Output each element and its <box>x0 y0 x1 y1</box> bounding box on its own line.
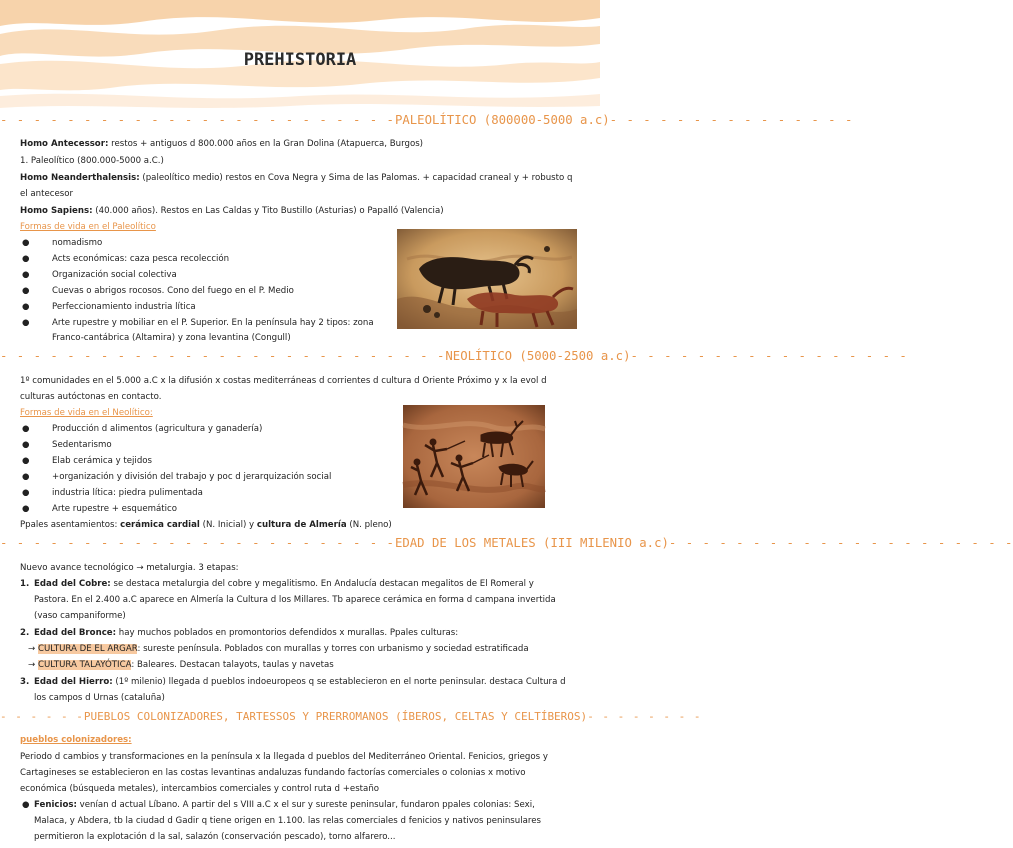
list-sub-item: → CULTURA DE EL ARGAR: sureste península. Poblados con murallas y torres con urbanismo y sociedad estratificada <box>28 644 529 654</box>
bullet-dot: ● <box>22 440 30 450</box>
text-line: Homo Antecessor: restos + antiguos d 800.000 años en la Gran Dolina (Atapuerca, Burgos) <box>20 139 424 149</box>
bullet-dot: ● <box>22 302 30 312</box>
bullet-dot: ● <box>22 254 30 264</box>
list-number: 1. <box>20 579 30 589</box>
text-line: Ppales asentamientos: cerámica cardial (N. Inicial) y cultura de Almería (N. pleno) <box>20 520 392 530</box>
bullet-dot: ● <box>22 424 30 434</box>
list-item: Perfeccionamiento industria lítica <box>52 302 196 312</box>
subheading-neolitico: Formas de vida en el Neolítico: <box>20 408 153 418</box>
list-item: Producción d alimentos (agricultura y ganadería) <box>52 424 263 434</box>
list-item: Edad del Cobre: se destaca metalurgia del cobre y megalitismo. En Andalucía destacan megalitos de El Romeral y <box>34 579 534 589</box>
page-title: PREHISTORIA <box>243 50 357 70</box>
list-item-continuation: Malaca, y Abdera, tb la ciudad d Gadir q tiene origen en 1.100. las relas comerciales d fenicios y nativos peninsulares <box>34 816 541 826</box>
list-item-continuation: Pastora. En el 2.400 a.C aparece en Almería la Cultura d los Millares. Tb aparece cerámica en forma d campana invertida <box>34 595 556 605</box>
subheading-paleolitico: Formas de vida en el Paleolítico <box>20 222 156 232</box>
arrow-icon: → <box>28 644 36 654</box>
list-item: Arte rupestre y mobiliar en el P. Superior. En la península hay 2 tipos: zona <box>52 318 374 328</box>
list-item: Acts económicas: caza pesca recolección <box>52 254 230 264</box>
text-line: Homo Neanderthalensis: (paleolítico medio) restos en Cova Negra y Sima de las Palomas. + capacidad craneal y + robusto q <box>20 173 573 183</box>
bullet-dot: ● <box>22 270 30 280</box>
bullet-dot: ● <box>22 456 30 466</box>
text-line: económica (búsqueda metales), intercambios comerciales y control ruta d +estaño <box>20 784 380 794</box>
subheading-pueblos: pueblos colonizadores: <box>20 735 132 745</box>
cave-painting-bull-image <box>397 229 577 329</box>
list-item: Organización social colectiva <box>52 270 177 280</box>
text-line: Homo Sapiens: (40.000 años). Restos en Las Caldas y Tito Bustillo (Asturias) o Papalló (Valencia) <box>20 206 444 216</box>
list-item: industria lítica: piedra pulimentada <box>52 488 203 498</box>
list-item-continuation: Franco-cantábrica (Altamira) y zona levantina (Congull) <box>52 333 291 343</box>
list-item: nomadismo <box>52 238 103 248</box>
bullet-dot: ● <box>22 800 30 810</box>
text-line: 1º comunidades en el 5.000 a.C x la difusión x costas mediterráneas d corrientes d cultura d Oriente Próximo y x la evol d <box>20 376 547 386</box>
text-line: culturas autóctonas en contacto. <box>20 392 162 402</box>
text-line: 1. Paleolítico (800.000-5000 a.C.) <box>20 156 164 166</box>
list-item: Fenicios: venían d actual Líbano. A partir del s VIII a.C x el sur y sureste peninsular, fundaron ppales colonias: Sexi, <box>34 800 535 810</box>
list-number: 2. <box>20 628 30 638</box>
section-heading-metales: - - - - - - - - - - - - - - - - - - - - - - - -EDAD DE LOS METALES (III MILENIO a.c)- - - - - - - - - - - - - - - - - - - - - <box>0 536 1013 550</box>
list-item: Elab cerámica y tejidos <box>52 456 153 466</box>
list-item: Edad del Hierro: (1º milenio) llegada d pueblos indoeuropeos q se establecieron en el norte peninsular. destaca Cultura d <box>34 677 566 687</box>
section-heading-neolitico: - - - - - - - - - - - - - - - - - - - - - - - - - - -NEOLÍTICO (5000-2500 a.c)- - - - - - - - - - - - - - - - - <box>0 349 908 363</box>
list-sub-item: → CULTURA TALAYÓTICA: Baleares. Destacan talayots, taulas y navetas <box>28 660 334 670</box>
list-item-continuation: permitieron la explotación d la sal, salazón (conservación pescado), torno alfarero... <box>34 832 396 842</box>
list-item-continuation: (vaso campaniforme) <box>34 611 126 621</box>
list-item: Sedentarismo <box>52 440 112 450</box>
cave-painting-hunters-image <box>403 405 545 508</box>
text-line: el antecesor <box>20 189 74 199</box>
highlight-talayotica: CULTURA TALAYÓTICA <box>37 660 132 670</box>
bullet-dot: ● <box>22 472 30 482</box>
text-line: Nuevo avance tecnológico → metalurgia. 3 etapas: <box>20 563 239 573</box>
list-item-continuation: los campos d Urnas (cataluña) <box>34 693 165 703</box>
highlight-argar: CULTURA DE EL ARGAR <box>37 644 138 654</box>
bullet-dot: ● <box>22 488 30 498</box>
bullet-dot: ● <box>22 318 30 328</box>
text-line: Periodo d cambios y transformaciones en la península x la llegada d pueblos del Mediterráneo Oriental. Fenicios, griegos y <box>20 752 548 762</box>
text-line: Cartagineses se establecieron en las costas levantinas andaluzas fundando factorías comerciales o colonias x motivo <box>20 768 526 778</box>
list-item: Edad del Bronce: hay muchos poblados en promontorios defendidos x murallas. Ppales culturas: <box>34 628 459 638</box>
bullet-dot: ● <box>22 286 30 296</box>
list-item: Arte rupestre + esquemático <box>52 504 177 514</box>
list-item: +organización y división del trabajo y poc d jerarquización social <box>52 472 332 482</box>
section-heading-paleolitico: - - - - - - - - - - - - - - - - - - - - - - - -PALEOLÍTICO (800000-5000 a.c)- - - - - - - - - - - - - - - <box>0 113 854 127</box>
bullet-dot: ● <box>22 238 30 248</box>
list-number: 3. <box>20 677 30 687</box>
arrow-icon: → <box>28 660 36 670</box>
section-heading-pueblos: - - - - - -PUEBLOS COLONIZADORES, TARTESSOS Y PRERROMANOS (ÍBEROS, CELTAS Y CELTÍBEROS)- - - - - - - - <box>0 710 702 723</box>
bullet-dot: ● <box>22 504 30 514</box>
list-item: Cuevas o abrigos rocosos. Cono del fuego en el P. Medio <box>52 286 294 296</box>
